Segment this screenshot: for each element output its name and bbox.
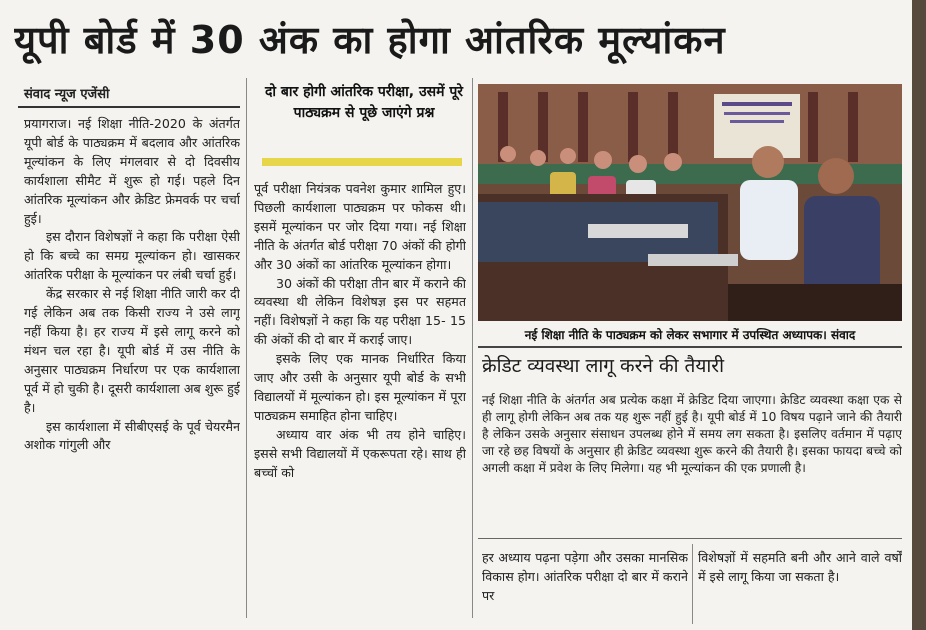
paragraph: इसके लिए एक मानक निर्धारित किया जाए और उसी के अनुसार यूपी बोर्ड के सभी विद्यालयों में मूल्यांकन हो। इस मूल्यांकन में पूरा पाठ्यक्रम समाहित होना चाहिए। [254, 351, 466, 423]
news-photo [478, 84, 902, 321]
section-heading: क्रेडिट व्यवस्था लागू करने की तैयारी [482, 355, 724, 377]
paragraph: इस दौरान विशेषज्ञों ने कहा कि परीक्षा ऐसी हो कि बच्चे का समग्र मूल्यांकन हो। खासकर आंतरिक परीक्षा के मूल्यांकन पर लंबी चर्चा हुई। [24, 229, 240, 283]
page-edge [912, 0, 926, 630]
paragraph: इस कार्यशाला में सीबीएसई के पूर्व चेयरमैन अशोक गांगुली और [24, 418, 240, 453]
paragraph: पूर्व परीक्षा नियंत्रक पवनेश कुमार शामिल हुए। पिछली कार्यशाला पाठ्यक्रम पर फोकस थी। इसमें मूल्यांकन पर जोर दिया गया। नई शिक्षा नीति के अंतर्गत बोर्ड परीक्षा 70 अंकों की होगी और 30 अंकों का आंतरिक मूल्यांकन होगा। [254, 181, 466, 272]
divider [478, 538, 902, 539]
article-column-5: विशेषज्ञों में सहमति बनी और आने वाले वर्षों में इसे लागू किया जा सकता है। [698, 550, 902, 584]
paragraph: 30 अंकों की परीक्षा तीन बार में कराने की व्यवस्था थी लेकिन विशेषज्ञ इस पर सहमत नहीं। विशेषज्ञों ने कहा कि यह परीक्षा 15- 15 की अंकों की दो बार में कराई जाए। [254, 275, 466, 348]
article-column-1 [24, 115, 240, 620]
paragraph: प्रयागराज। नई शिक्षा नीति-2020 के अंतर्गत यूपी बोर्ड के पाठ्यक्रम में बदलाव और आंतरिक मूल्यांकन के लिए मंगलवार से दो दिवसीय कार्यशाला सीमैट में शुरू हो गई। पहले दिन आंतरिक मूल्यांकन और क्रेडिट फ्रेमवर्क पर चर्चा हुई। [24, 116, 240, 226]
headline: यूपी बोर्ड में 30 अंक का होगा आंतरिक मूल्यांकन [14, 18, 726, 62]
column-divider [472, 78, 473, 618]
article-column-2 [254, 180, 466, 620]
column-divider [246, 78, 247, 618]
paragraph: अध्याय वार अंक भी तय होने चाहिए। इससे सभी विद्यालयों में एकरूपता रहे। साथ ही बच्चों को [254, 426, 466, 480]
highlight-bar [262, 158, 462, 166]
divider [478, 346, 902, 348]
article-column-4: हर अध्याय पढ़ना पड़ेगा और उसका मानसिक विकास होग। आंतरिक परीक्षा दो बार में कराने पर [482, 550, 688, 603]
column-divider [692, 544, 693, 624]
paragraph: केंद्र सरकार से नई शिक्षा नीति जारी कर दी गई लेकिन अब तक किसी राज्य ने उसे लागू नहीं किया है। हर राज्य में इसे लागू करने को मंथन चल रहा है। यूपी बोर्ड में उस नीति के अनुसार पाठ्यक्रम निर्धारण पर एक कार्यशाला पूर्व में हो चुकी है। दूसरी कार्यशाला अब शुरू हुई है। [24, 286, 240, 415]
subheadline: दो बार होगी आंतरिक परीक्षा, उसमें पूरे पाठ्यक्रम से पूछे जाएंगे प्रश्न [264, 84, 464, 121]
article-column-3: नई शिक्षा नीति के अंतर्गत अब प्रत्येक कक्षा में क्रेडिट दिया जाएगा। क्रेडिट व्यवस्था कक्षा एक से ही लागू होगी लेकिन अब तक यह शुरू नहीं हुई है। यूपी बोर्ड में 10 विषय पढ़ाने जाने की तैयारी है लेकिन उसके अनुसार संसाधन उपलब्ध होने में समय लग सकता है। इसलिए वर्तमान में पढ़ाए जा रहे छह विषयों के अनुसार ही क्रेडिट व्यवस्था शुरू करने की तैयारी है। इसका फायदा बच्चे को अगली कक्षा में प्रवेश के लिए मिलेगा। यह भी मूल्यांकन की एक प्रणाली है। [482, 393, 902, 475]
photo-caption: नई शिक्षा नीति के पाठ्यक्रम को लेकर सभागार में उपस्थित अध्यापक। संवाद [524, 328, 856, 342]
byline: संवाद न्यूज एजेंसी [24, 87, 110, 102]
divider [18, 106, 240, 108]
